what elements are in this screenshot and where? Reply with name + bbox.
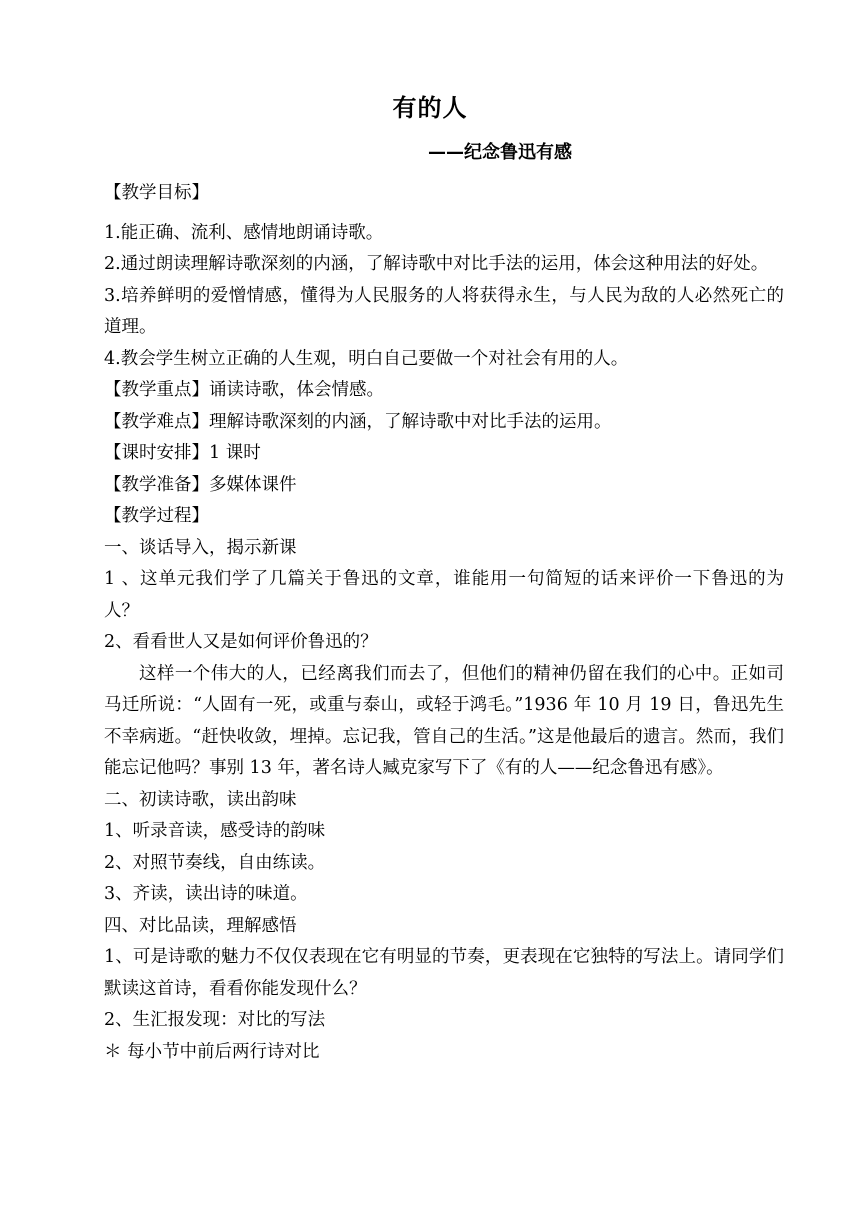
part2-item-2: 2、对照节奏线，自由练读。 [104,852,326,873]
goal-item-2: 2.通过朗读理解诗歌深刻的内涵，了解诗歌中对比手法的运用，体会这种用法的好处。 [104,254,769,274]
part4-item-2: 2、生汇报发现：对比的写法 [104,1010,326,1030]
part1-heading: 一、谈话导入，揭示新课 [104,537,297,558]
spacer [104,210,784,218]
page-subtitle: ——纪念鲁迅有感 [428,142,572,163]
part2-item-3: 3、齐读，读出诗的味道。 [104,884,308,904]
key-point: 【教学重点】诵读诗歌，体会情感。 [104,380,384,400]
document-body [104,178,784,1068]
goal-item-4: 4.教会学生树立正确的人生观，明白自己要做一个对社会有用的人。 [104,348,629,369]
preparation: 【教学准备】多媒体课件 [104,474,297,495]
goal-item-1: 1.能正确、流利、感情地朗诵诗歌。 [104,222,384,243]
part4-note: ＊ 每小节中前后两行诗对比 [104,1041,320,1062]
difficulty: 【教学难点】理解诗歌深刻的内涵，了解诗歌中对比手法的运用。 [104,411,612,432]
part4-heading: 四、对比品读，理解感悟 [104,915,297,936]
goals-heading: 【教学目标】 [104,183,209,203]
goal-item-3: 3.培养鲜明的爱憎情感，懂得为人民服务的人将获得永生，与人民为敌的人必然死亡的道理。 [104,285,784,337]
part2-item-1: 1、听录音读，感受诗的韵味 [104,821,326,841]
part1-paragraph: 这样一个伟大的人，已经离我们而去了，但他们的精神仍留在我们的心中。正如司马迁所说：“人固有一死，或重与泰山，或轻于鸿毛。”1936 年 10 月 19 日，鲁迅先生不幸病逝。“赶快收敛，埋掉。忘记我，管自己的生活。”这是他最后的遗言。然而，我们能忘记他吗？事别 13 年，著名诗人臧克家写下了《有的人——纪念鲁迅有感》。 [104,663,784,778]
part2-heading: 二、初读诗歌，读出韵味 [104,789,297,810]
page-title: 有的人 [392,94,468,122]
part1-item-1: 1 、这单元我们学了几篇关于鲁迅的文章，谁能用一句简短的话来评价一下鲁迅的为人？ [104,569,784,621]
schedule: 【课时安排】1 课时 [104,443,261,463]
process-heading: 【教学过程】 [104,506,209,526]
part4-item-1: 1、可是诗歌的魅力不仅仅表现在它有明显的节奏，更表现在它独特的写法上。请同学们默读这首诗，看看你能发现什么？ [104,947,784,999]
part1-item-2: 2、看看世人又是如何评价鲁迅的？ [104,632,378,652]
